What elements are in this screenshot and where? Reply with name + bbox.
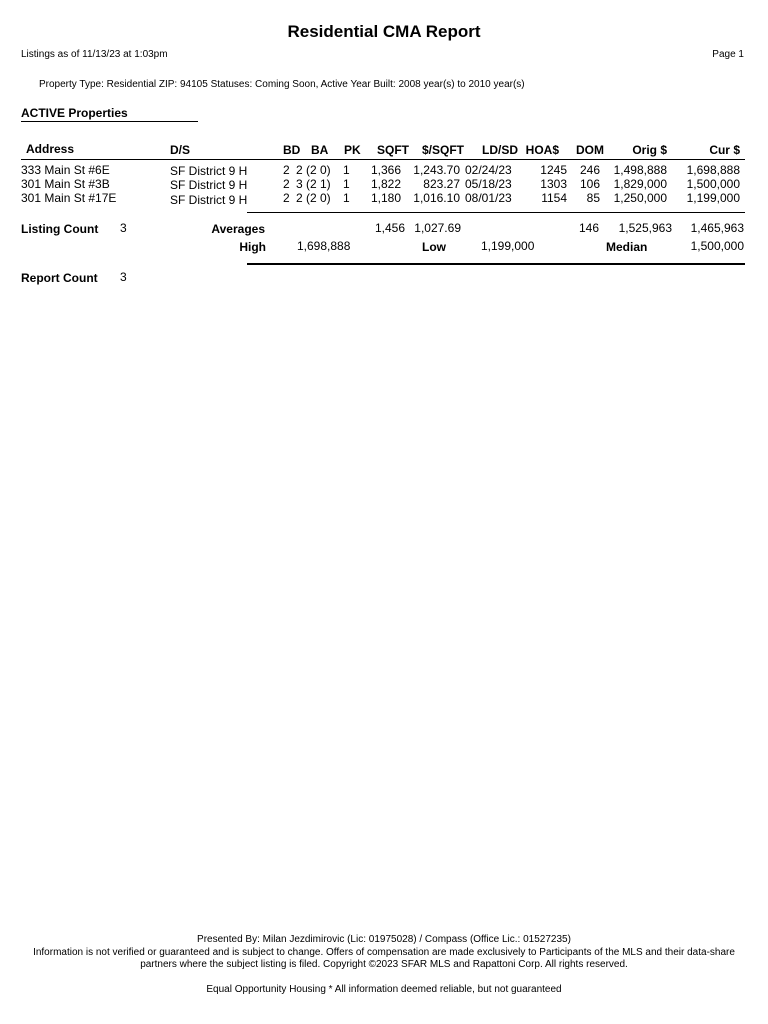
ba-cell: 2 (2 0) (296, 163, 331, 177)
report-count-value: 3 (120, 270, 127, 284)
col-cur: Cur $ (709, 143, 740, 157)
disclaimer-line-1: Information is not verified or guaranteed and is subject to change. Offers of compensation are made exclusively to Participants of the MLS and their data-share (33, 947, 735, 958)
median-value: 1,500,000 (690, 239, 744, 253)
address-cell: 333 Main St #6E (21, 163, 110, 177)
orig-cell: 1,250,000 (613, 191, 667, 205)
search-criteria: Property Type: Residential ZIP: 94105 Statuses: Coming Soon, Active Year Built: 2008 year(s) to 2010 year(s) (39, 79, 525, 90)
col-address: Address (26, 142, 75, 156)
dom-cell: 85 (586, 191, 600, 205)
sqft-cell: 1,822 (370, 177, 401, 191)
ldsd-cell: 05/18/23 (465, 177, 512, 191)
pk-cell: 1 (343, 177, 350, 191)
per-sqft-cell: 1,016.10 (413, 191, 460, 205)
sqft-cell: 1,180 (370, 191, 401, 205)
col-dom: DOM (576, 143, 604, 157)
report-title: Residential CMA Report (287, 22, 481, 41)
listing-count-value: 3 (120, 221, 127, 235)
col-ds: D/S (170, 143, 191, 157)
cur-cell: 1,698,888 (686, 163, 740, 177)
col-ba: BA (311, 143, 329, 157)
ldsd-cell: 08/01/23 (465, 191, 512, 205)
hoa-cell: 1154 (541, 191, 567, 205)
col-pk: PK (344, 143, 361, 157)
low-value: 1,199,000 (481, 239, 535, 253)
averages-label: Averages (211, 222, 265, 236)
hoa-cell: 1245 (540, 163, 567, 177)
bd-cell: 2 (283, 177, 290, 191)
orig-cell: 1,829,000 (613, 177, 667, 191)
ba-cell: 2 (2 0) (296, 191, 331, 205)
pk-cell: 1 (343, 163, 350, 177)
hoa-cell: 1303 (540, 177, 567, 191)
listings-as-of: Listings as of 11/13/23 at 1:03pm (21, 49, 168, 60)
cur-cell: 1,500,000 (686, 177, 740, 191)
ds-cell: SF District 9 H (170, 164, 248, 178)
summary-top-rule (247, 212, 745, 213)
ba-cell: 3 (2 1) (296, 177, 331, 191)
bd-cell: 2 (283, 163, 290, 177)
pk-cell: 1 (343, 191, 350, 205)
header-rule (21, 159, 745, 160)
col-ldsd: LD/SD (482, 143, 518, 157)
avg-orig: 1,525,963 (618, 221, 672, 235)
col-orig: Orig $ (632, 143, 667, 157)
dom-cell: 246 (579, 163, 600, 177)
high-value: 1,698,888 (297, 239, 351, 253)
equal-housing-notice: Equal Opportunity Housing * All information deemed reliable, but not guaranteed (206, 984, 562, 995)
address-cell: 301 Main St #3B (21, 177, 110, 191)
section-title-underline (21, 121, 198, 122)
avg-sqft: 1,456 (374, 221, 405, 235)
presented-by: Presented By: Milan Jezdimirovic (Lic: 01975028) / Compass (Office Lic.: 01527235) (197, 934, 571, 945)
report-count-label: Report Count (21, 271, 98, 285)
sqft-cell: 1,366 (370, 163, 401, 177)
col-bd: BD (283, 143, 301, 157)
section-title: ACTIVE Properties (21, 106, 128, 120)
ds-cell: SF District 9 H (170, 193, 248, 207)
page-number: Page 1 (712, 49, 744, 60)
ds-cell: SF District 9 H (170, 178, 248, 192)
col-per-sqft: $/SQFT (421, 143, 464, 157)
low-label: Low (422, 240, 446, 254)
avg-dom: 146 (578, 221, 599, 235)
dom-cell: 106 (579, 177, 600, 191)
high-label: High (239, 240, 266, 254)
col-hoa: HOA$ (525, 143, 559, 157)
per-sqft-cell: 1,243.70 (413, 163, 460, 177)
col-sqft: SQFT (377, 143, 409, 157)
address-cell: 301 Main St #17E (21, 191, 117, 205)
per-sqft-cell: 823.27 (423, 177, 460, 191)
disclaimer-line-2: partners where the subject listing is filed. Copyright ©2023 SFAR MLS and Rapattoni Corp. All rights reserved. (140, 959, 628, 970)
listing-count-label: Listing Count (21, 222, 99, 236)
summary-bottom-rule (247, 263, 745, 265)
ldsd-cell: 02/24/23 (465, 163, 512, 177)
bd-cell: 2 (283, 191, 290, 205)
avg-per-sqft: 1,027.69 (414, 221, 461, 235)
orig-cell: 1,498,888 (613, 163, 667, 177)
median-label: Median (606, 240, 648, 254)
avg-cur: 1,465,963 (690, 221, 744, 235)
cur-cell: 1,199,000 (686, 191, 740, 205)
